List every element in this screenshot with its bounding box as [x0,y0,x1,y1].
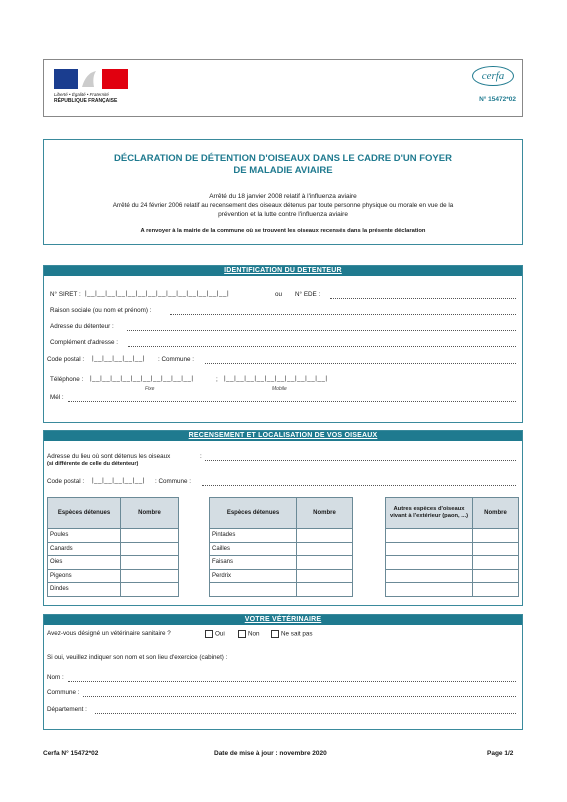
species-input[interactable] [386,569,473,583]
table-row [48,583,179,597]
table-row [386,583,519,597]
species-name: Canards [48,542,121,556]
raison-sociale-label: Raison sociale (ou nom et prénom) : [50,307,152,314]
count-input[interactable] [121,556,179,570]
vet-question: Avez-vous désigné un vétérinaire sanitaire ? [47,630,171,637]
republic-name: RÉPUBLIQUE FRANÇAISE [54,98,118,104]
col-nombre: Nombre [121,498,179,529]
species-table-3 [385,497,519,597]
species-name: Poules [48,529,121,543]
checkbox-nsp[interactable] [271,630,279,638]
species-name[interactable] [210,583,297,597]
code-postal-field[interactable]: |__|__|__|__|__| [92,355,145,362]
count-input[interactable] [121,542,179,556]
col-nombre: Nombre [297,498,353,529]
arrete-3: prévention et la lutte contre l'influenza aviaire [218,211,348,218]
code-postal-label: Code postal : [47,356,85,363]
vet-si-oui: Si oui, veuillez indiquer son nom et son lieu d'exercice (cabinet) : [47,654,228,661]
vet-nom-field[interactable] [68,681,516,682]
cerfa-logo: cerfa [472,66,514,86]
table-row [210,583,353,597]
table-row [210,542,353,556]
table-row [48,569,179,583]
species-table-2 [209,497,353,597]
count-input[interactable] [473,583,519,597]
title-box [43,139,523,245]
telephone-mobile-field[interactable]: |__|__|__|__|__|__|__|__|__|__| [224,375,328,382]
count-input[interactable] [297,569,353,583]
commune-label: : Commune : [158,356,195,363]
table-row [386,556,519,570]
lieu-code-postal-field[interactable]: |__|__|__|__|__| [92,477,145,484]
count-input[interactable] [473,556,519,570]
opt-nsp-label: Ne sait pas [281,630,313,638]
col-autres-especes: Autres espèces d'oiseaux vivant à l'extérieur (paon, ...) [386,498,473,529]
lieu-commune-field[interactable] [202,485,516,486]
checkbox-oui[interactable] [205,630,213,638]
table-row [210,556,353,570]
col-especes: Espèces détenues [210,498,297,529]
adresse-label: Adresse du détenteur : [50,323,114,330]
header-box [43,59,523,117]
col-nombre: Nombre [473,498,519,529]
lieu-commune-label: : Commune : [155,478,192,485]
siret-field[interactable]: |__|__|__|__|__|__|__|__|__|__|__|__|__|__| [85,290,230,297]
return-instruction: A renvoyer à la mairie de la commune où se trouvent les oiseaux recensés dans la présente déclaration [140,228,426,234]
species-name: Pintades [210,529,297,543]
adresse-field[interactable] [127,330,516,331]
species-table-1 [47,497,179,597]
count-input[interactable] [121,569,179,583]
complement-label: Complément d'adresse : [50,339,119,346]
or-label: ou [275,291,283,298]
table-row [386,542,519,556]
adresse-lieu-field[interactable] [205,460,516,461]
count-input[interactable] [297,583,353,597]
table-row [48,529,179,543]
species-name: Faisans [210,556,297,570]
opt-nsp[interactable] [271,630,313,638]
mel-field[interactable] [68,401,516,402]
form-title-line1: DÉCLARATION DE DÉTENTION D'OISEAUX DANS LE CADRE D'UN FOYER [114,153,452,164]
species-input[interactable] [386,556,473,570]
republic-motto: Liberté • Égalité • Fraternité [54,92,109,97]
table-row [210,529,353,543]
species-input[interactable] [386,583,473,597]
count-input[interactable] [473,569,519,583]
table-row [48,542,179,556]
marianne-logo [52,67,132,107]
adresse-lieu-note: (si différente de celle du détenteur) [47,461,139,467]
count-input[interactable] [297,542,353,556]
arrete-2: Arrêté du 24 février 2006 relatif au recensement des oiseaux détenus par toute personne physique ou morale en vue de la [112,202,454,209]
mobile-caption: Mobile [272,386,287,392]
table-row [210,569,353,583]
species-input[interactable] [386,529,473,543]
mel-label: Mél : [50,394,64,401]
telephone-fixe-field[interactable]: |__|__|__|__|__|__|__|__|__|__| [90,375,194,382]
count-input[interactable] [121,529,179,543]
count-input[interactable] [121,583,179,597]
count-input[interactable] [473,542,519,556]
telephone-label: Téléphone : [50,376,84,383]
form-number: N° 15472*02 [479,96,516,103]
ede-field[interactable] [330,298,516,299]
count-input[interactable] [297,556,353,570]
count-input[interactable] [473,529,519,543]
table-row [386,529,519,543]
arrete-1: Arrêté du 18 janvier 2008 relatif à l'influenza aviaire [209,193,357,200]
species-name: Dindes [48,583,121,597]
raison-sociale-field[interactable] [170,314,516,315]
table-row [48,556,179,570]
footer-date: Date de mise à jour : novembre 2020 [214,750,327,757]
opt-oui-label: Oui [215,630,225,638]
opt-non[interactable] [238,630,260,638]
ede-label: N° EDE : [295,291,321,298]
vet-commune-field[interactable] [83,696,516,697]
opt-non-label: Non [248,630,260,638]
count-input[interactable] [297,529,353,543]
species-name: Oies [48,556,121,570]
col-especes: Espèces détenues [48,498,121,529]
species-name: Perdrix [210,569,297,583]
footer-page: Page 1/2 [487,750,514,757]
lieu-code-postal-label: Code postal : [47,478,85,485]
species-name: Cailles [210,542,297,556]
adresse-lieu-colon: : [200,453,202,460]
complement-field[interactable] [128,346,516,347]
form-title-line2: DE MALADIE AVIAIRE [233,165,333,176]
checkbox-non[interactable] [238,630,246,638]
species-input[interactable] [386,542,473,556]
recensement-header: RECENSEMENT ET LOCALISATION DE VOS OISEAUX [44,431,522,441]
vet-commune-label: Commune : [47,689,80,696]
opt-oui[interactable] [205,630,225,638]
commune-field[interactable] [205,363,516,364]
vet-nom-label: Nom : [47,674,64,681]
siret-label: N° SIRET : [50,291,81,298]
vet-departement-label: Département : [47,706,87,713]
adresse-lieu-label: Adresse du lieu où sont détenus les oiseaux [47,453,171,460]
telephone-separator: ; [216,376,218,383]
veterinaire-header: VOTRE VÉTÉRINAIRE [44,615,522,625]
footer-cerfa: Cerfa N° 15472*02 [43,750,99,757]
vet-departement-field[interactable] [95,713,516,714]
identification-header: IDENTIFICATION DU DETENTEUR [44,266,522,276]
fixe-caption: Fixe [145,386,155,392]
table-row [386,569,519,583]
species-name: Pigeons [48,569,121,583]
